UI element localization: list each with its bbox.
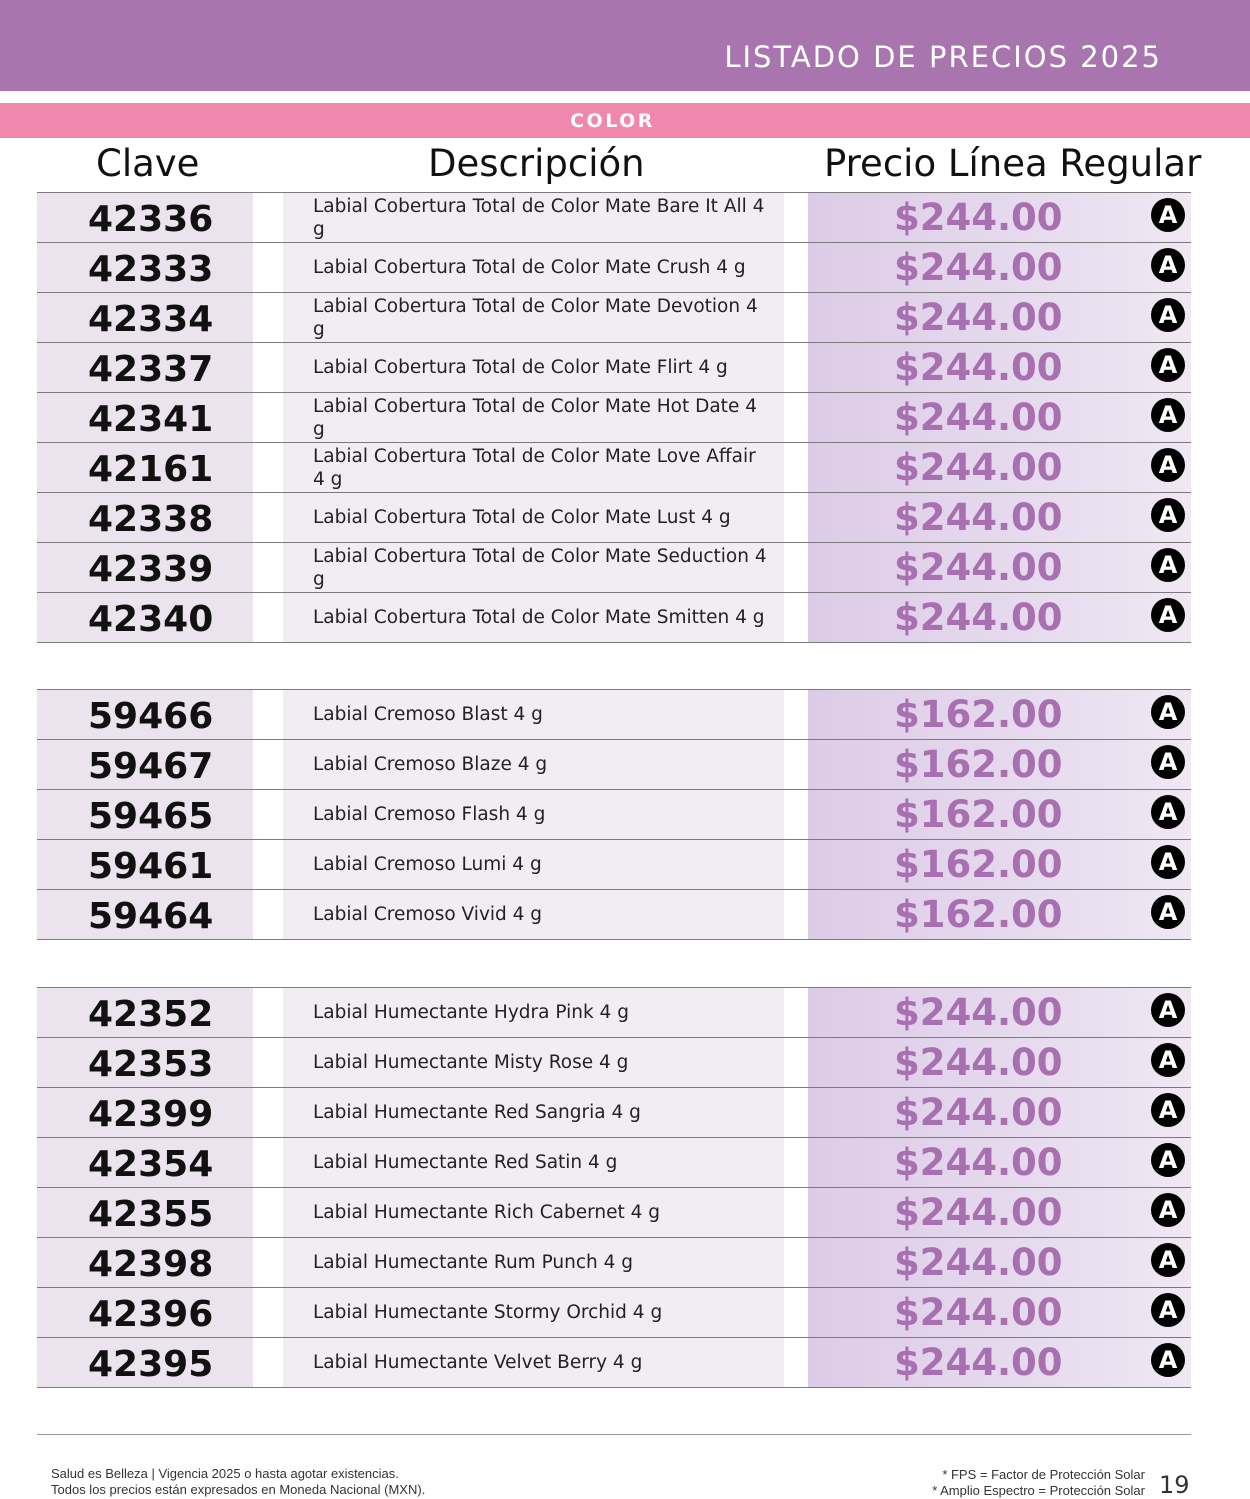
- product-description: Labial Humectante Rich Cabernet 4 g: [313, 1202, 660, 1223]
- table-row: [37, 292, 1191, 342]
- category-a-badge-icon: A: [1151, 198, 1185, 232]
- category-a-badge-icon: A: [1151, 1343, 1185, 1377]
- table-row: [37, 839, 1191, 889]
- category-a-badge-icon: A: [1151, 845, 1185, 879]
- price-cell: [808, 343, 1191, 392]
- description-cell: [283, 593, 784, 642]
- product-price: $162.00: [894, 693, 1063, 736]
- product-description: Labial Humectante Misty Rose 4 g: [313, 1052, 629, 1073]
- description-cell: [283, 293, 784, 342]
- section-band: [0, 103, 1250, 138]
- price-cell: [808, 740, 1191, 789]
- footer-fps-note: * FPS = Factor de Protección Solar: [942, 1467, 1145, 1482]
- product-description: Labial Cremoso Lumi 4 g: [313, 854, 542, 875]
- product-description: Labial Humectante Hydra Pink 4 g: [313, 1002, 629, 1023]
- product-code: 42339: [88, 549, 214, 590]
- description-cell: [283, 1238, 784, 1287]
- price-cell: [808, 1238, 1191, 1287]
- category-a-badge-icon: A: [1151, 1143, 1185, 1177]
- page-title: LISTADO DE PRECIOS 2025: [724, 40, 1162, 74]
- product-price: $244.00: [894, 1141, 1063, 1184]
- product-description: Labial Cobertura Total de Color Mate Seduction 4 g: [313, 545, 767, 590]
- description-cell: [283, 740, 784, 789]
- code-cell: [37, 243, 253, 292]
- price-cell: [808, 840, 1191, 889]
- code-cell: [37, 593, 253, 642]
- code-cell: [37, 740, 253, 789]
- product-price: $244.00: [894, 1041, 1063, 1084]
- page-number: 19: [1159, 1471, 1190, 1499]
- product-price: $244.00: [894, 246, 1063, 289]
- table-row: [37, 789, 1191, 839]
- code-cell: [37, 1288, 253, 1337]
- product-price: $162.00: [894, 793, 1063, 836]
- table-row: [37, 392, 1191, 442]
- table-row: [37, 1287, 1191, 1337]
- category-a-badge-icon: A: [1151, 398, 1185, 432]
- product-code: 59461: [88, 846, 214, 887]
- product-price: $244.00: [894, 1191, 1063, 1234]
- code-cell: [37, 1038, 253, 1087]
- code-cell: [37, 543, 253, 592]
- price-group-cremoso: [37, 689, 1191, 940]
- price-group-mate: [37, 192, 1191, 643]
- price-cell: [808, 1188, 1191, 1237]
- product-code: 59464: [88, 896, 214, 937]
- column-header-description: Descripción: [428, 142, 645, 185]
- table-row: [37, 1187, 1191, 1237]
- code-cell: [37, 988, 253, 1037]
- footer-currency-note: Todos los precios están expresados en Moneda Nacional (MXN).: [51, 1482, 426, 1497]
- product-description: Labial Humectante Red Satin 4 g: [313, 1152, 618, 1173]
- description-cell: [283, 790, 784, 839]
- price-cell: [808, 593, 1191, 642]
- product-price: $162.00: [894, 843, 1063, 886]
- product-code: 42399: [88, 1094, 214, 1135]
- product-price: $244.00: [894, 496, 1063, 539]
- code-cell: [37, 1088, 253, 1137]
- product-code: 59465: [88, 796, 214, 837]
- product-description: Labial Cobertura Total de Color Mate Love Affair 4 g: [313, 445, 756, 490]
- description-cell: [283, 243, 784, 292]
- product-code: 59466: [88, 696, 214, 737]
- price-cell: [808, 1088, 1191, 1137]
- product-code: 42341: [88, 399, 214, 440]
- table-row: [37, 1087, 1191, 1137]
- category-a-badge-icon: A: [1151, 993, 1185, 1027]
- product-description: Labial Cobertura Total de Color Mate Devotion 4 g: [313, 295, 758, 340]
- product-description: Labial Cobertura Total de Color Mate Flirt 4 g: [313, 357, 728, 378]
- category-a-badge-icon: A: [1151, 248, 1185, 282]
- table-row: [37, 689, 1191, 739]
- category-a-badge-icon: A: [1151, 1193, 1185, 1227]
- category-a-badge-icon: A: [1151, 695, 1185, 729]
- code-cell: [37, 493, 253, 542]
- product-description: Labial Cobertura Total de Color Mate Lust 4 g: [313, 507, 731, 528]
- code-cell: [37, 343, 253, 392]
- category-a-badge-icon: A: [1151, 1293, 1185, 1327]
- description-cell: [283, 1038, 784, 1087]
- product-price: $244.00: [894, 1341, 1063, 1384]
- code-cell: [37, 1188, 253, 1237]
- table-row: [37, 1237, 1191, 1287]
- product-code: 42340: [88, 599, 214, 640]
- product-code: 42355: [88, 1194, 214, 1235]
- header-band: [0, 0, 1250, 91]
- product-description: Labial Humectante Rum Punch 4 g: [313, 1252, 634, 1273]
- product-code: 59467: [88, 746, 214, 787]
- category-a-badge-icon: A: [1151, 1093, 1185, 1127]
- category-a-badge-icon: A: [1151, 448, 1185, 482]
- product-price: $244.00: [894, 196, 1063, 239]
- price-cell: [808, 443, 1191, 492]
- code-cell: [37, 1138, 253, 1187]
- product-price: $244.00: [894, 1291, 1063, 1334]
- product-description: Labial Cobertura Total de Color Mate Bare It All 4 g: [313, 195, 765, 240]
- price-cell: [808, 790, 1191, 839]
- table-row: [37, 739, 1191, 789]
- code-cell: [37, 790, 253, 839]
- category-a-badge-icon: A: [1151, 598, 1185, 632]
- price-group-humectante: [37, 987, 1191, 1388]
- code-cell: [37, 443, 253, 492]
- product-price: $244.00: [894, 1091, 1063, 1134]
- price-cell: [808, 988, 1191, 1037]
- product-code: 42338: [88, 499, 214, 540]
- price-cell: [808, 293, 1191, 342]
- product-code: 42337: [88, 349, 214, 390]
- description-cell: [283, 493, 784, 542]
- product-description: Labial Cremoso Blaze 4 g: [313, 754, 548, 775]
- product-description: Labial Cremoso Blast 4 g: [313, 704, 543, 725]
- column-header-code: Clave: [96, 142, 200, 185]
- table-row: [37, 492, 1191, 542]
- product-code: 42333: [88, 249, 214, 290]
- product-price: $244.00: [894, 446, 1063, 489]
- description-cell: [283, 343, 784, 392]
- category-a-badge-icon: A: [1151, 795, 1185, 829]
- table-row: [37, 592, 1191, 643]
- product-price: $244.00: [894, 1241, 1063, 1284]
- price-cell: [808, 890, 1191, 939]
- table-row: [37, 889, 1191, 940]
- price-cell: [808, 1288, 1191, 1337]
- table-row: [37, 1137, 1191, 1187]
- price-cell: [808, 243, 1191, 292]
- price-cell: [808, 493, 1191, 542]
- description-cell: [283, 690, 784, 739]
- footer-validity: Salud es Belleza | Vigencia 2025 o hasta agotar existencias.: [51, 1466, 399, 1481]
- description-cell: [283, 840, 784, 889]
- category-a-badge-icon: A: [1151, 298, 1185, 332]
- category-a-badge-icon: A: [1151, 1043, 1185, 1077]
- description-cell: [283, 1338, 784, 1387]
- table-row: [37, 542, 1191, 592]
- product-description: Labial Humectante Red Sangria 4 g: [313, 1102, 641, 1123]
- product-code: 42395: [88, 1344, 214, 1385]
- code-cell: [37, 1338, 253, 1387]
- code-cell: [37, 840, 253, 889]
- price-cell: [808, 1338, 1191, 1387]
- table-row: [37, 242, 1191, 292]
- category-a-badge-icon: A: [1151, 348, 1185, 382]
- footer-legal: [51, 1466, 425, 1498]
- product-price: $162.00: [894, 893, 1063, 936]
- code-cell: [37, 193, 253, 242]
- product-description: Labial Cremoso Flash 4 g: [313, 804, 546, 825]
- product-price: $244.00: [894, 596, 1063, 639]
- price-cell: [808, 690, 1191, 739]
- footer-legend: [932, 1467, 1145, 1499]
- price-cell: [808, 543, 1191, 592]
- section-label: COLOR: [570, 110, 655, 132]
- product-code: 42161: [88, 449, 214, 490]
- product-description: Labial Cobertura Total de Color Mate Hot Date 4 g: [313, 395, 757, 440]
- price-cell: [808, 193, 1191, 242]
- price-cell: [808, 1038, 1191, 1087]
- code-cell: [37, 890, 253, 939]
- product-price: $244.00: [894, 346, 1063, 389]
- table-row: [37, 192, 1191, 242]
- category-a-badge-icon: A: [1151, 498, 1185, 532]
- product-description: Labial Humectante Velvet Berry 4 g: [313, 1352, 643, 1373]
- code-cell: [37, 293, 253, 342]
- product-code: 42396: [88, 1294, 214, 1335]
- description-cell: [283, 443, 784, 492]
- category-a-badge-icon: A: [1151, 548, 1185, 582]
- description-cell: [283, 1188, 784, 1237]
- product-description: Labial Cremoso Vivid 4 g: [313, 904, 543, 925]
- product-description: Labial Cobertura Total de Color Mate Smitten 4 g: [313, 607, 765, 628]
- product-price: $244.00: [894, 991, 1063, 1034]
- price-cell: [808, 393, 1191, 442]
- description-cell: [283, 988, 784, 1037]
- product-price: $162.00: [894, 743, 1063, 786]
- description-cell: [283, 1088, 784, 1137]
- table-row: [37, 987, 1191, 1037]
- product-code: 42353: [88, 1044, 214, 1085]
- category-a-badge-icon: A: [1151, 745, 1185, 779]
- product-price: $244.00: [894, 546, 1063, 589]
- description-cell: [283, 890, 784, 939]
- product-code: 42336: [88, 199, 214, 240]
- code-cell: [37, 690, 253, 739]
- product-code: 42334: [88, 299, 214, 340]
- description-cell: [283, 1288, 784, 1337]
- product-code: 42352: [88, 994, 214, 1035]
- table-row: [37, 342, 1191, 392]
- product-price: $244.00: [894, 296, 1063, 339]
- description-cell: [283, 193, 784, 242]
- column-header-price: Precio Línea Regular: [824, 142, 1202, 185]
- table-row: [37, 442, 1191, 492]
- footer-spectrum-note: * Amplio Espectro = Protección Solar: [932, 1483, 1145, 1498]
- footer-divider: [37, 1434, 1191, 1435]
- description-cell: [283, 393, 784, 442]
- description-cell: [283, 543, 784, 592]
- product-price: $244.00: [894, 396, 1063, 439]
- product-code: 42354: [88, 1144, 214, 1185]
- price-cell: [808, 1138, 1191, 1187]
- product-description: Labial Humectante Stormy Orchid 4 g: [313, 1302, 663, 1323]
- description-cell: [283, 1138, 784, 1187]
- code-cell: [37, 393, 253, 442]
- category-a-badge-icon: A: [1151, 1243, 1185, 1277]
- code-cell: [37, 1238, 253, 1287]
- table-row: [37, 1337, 1191, 1388]
- product-code: 42398: [88, 1244, 214, 1285]
- product-description: Labial Cobertura Total de Color Mate Crush 4 g: [313, 257, 746, 278]
- table-row: [37, 1037, 1191, 1087]
- category-a-badge-icon: A: [1151, 895, 1185, 929]
